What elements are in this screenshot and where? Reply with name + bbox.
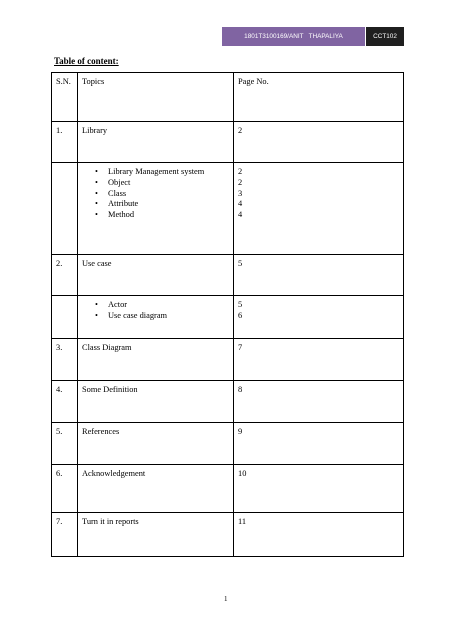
row-sn: 7. [52, 513, 78, 557]
page-number: 1 [224, 595, 228, 603]
header-page: Page No. [234, 73, 404, 122]
page-header [222, 27, 404, 46]
subpage-number: 3 [238, 188, 243, 198]
table-row [52, 163, 404, 255]
table-row [52, 122, 404, 163]
row-topic: Library [78, 122, 234, 163]
row-topic: Turn it in reports [78, 513, 234, 557]
toc-table [51, 72, 404, 557]
toc-header-row [52, 73, 404, 122]
row-subtopics [78, 296, 234, 339]
header-course-code: CCT102 [366, 27, 404, 46]
table-row [52, 465, 404, 513]
subpage-number: 2 [238, 177, 243, 187]
row-sn: 6. [52, 465, 78, 513]
row-page: 8 [234, 381, 404, 423]
subpage-number: 6 [238, 310, 243, 320]
row-topic: Class Diagram [78, 339, 234, 381]
row-page: 11 [234, 513, 404, 557]
subpage-number: 2 [238, 167, 243, 176]
row-sn [52, 163, 78, 255]
row-page: 2 [234, 122, 404, 163]
row-sn: 1. [52, 122, 78, 163]
row-page: 10 [234, 465, 404, 513]
row-subpages [234, 296, 404, 339]
row-sn [52, 296, 78, 339]
row-topic: Some Definition [78, 381, 234, 423]
list-item: • Actor [108, 300, 229, 311]
list-item: • Library Management system [108, 167, 229, 178]
row-topic: References [78, 423, 234, 465]
subtopic-list [82, 167, 229, 221]
row-page: 7 [234, 339, 404, 381]
row-sn: 5. [52, 423, 78, 465]
subpage-number: 4 [238, 210, 243, 220]
list-item: • Object [108, 178, 229, 189]
row-subpages [234, 163, 404, 255]
subpage-number: 4 [238, 199, 243, 209]
row-topic: Acknowledgement [78, 465, 234, 513]
table-row [52, 296, 404, 339]
header-author-id: 1801T3100169/ANIT THAPALIYA [222, 27, 365, 46]
row-sn: 2. [52, 255, 78, 296]
list-item: • Method [108, 210, 229, 221]
table-row [52, 423, 404, 465]
header-sn: S.N. [52, 73, 78, 122]
row-sn: 4. [52, 381, 78, 423]
list-item: • Class [108, 189, 229, 200]
list-item: • Use case diagram [108, 311, 229, 322]
row-topic: Use case [78, 255, 234, 296]
subtopic-list [82, 300, 229, 322]
row-subtopics [78, 163, 234, 255]
row-page: 9 [234, 423, 404, 465]
toc-title: Table of content: [54, 56, 119, 66]
row-page: 5 [234, 255, 404, 296]
table-row [52, 513, 404, 557]
table-row [52, 381, 404, 423]
table-row [52, 255, 404, 296]
header-topic: Topics [78, 73, 234, 122]
list-item: • Attribute [108, 199, 229, 210]
row-sn: 3. [52, 339, 78, 381]
table-row [52, 339, 404, 381]
subpage-number: 5 [238, 300, 243, 309]
